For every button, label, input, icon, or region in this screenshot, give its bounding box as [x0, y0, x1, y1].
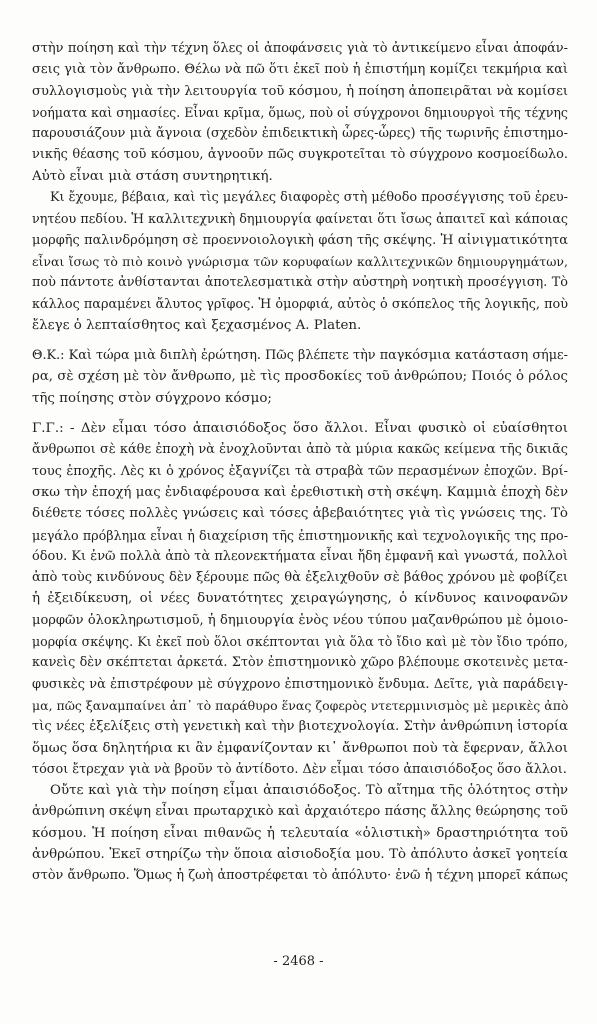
text-line: κανεὶς δὲν σκέπτεται ἀρκετά. Στὸν ἐπιστημονικὸ χῶρο βλέπουμε σκοτεινὲς μετα-	[32, 655, 568, 671]
text-line: ρα, σὲ σχέση μὲ τὸν ἄνθρωπο, μὲ τὶς προσδοκίες τοῦ ἀνθρώπου; Ποιός ὁ ρόλος	[32, 369, 568, 385]
paragraph-gap	[32, 409, 568, 418]
text-line: μορφῆς παλινδρόμηση σὲ προεννοιολογικὴ φάση τῆς σκέψης. Ἡ αἰνιγματικότητα	[32, 232, 568, 248]
text-line: συλλογισμοὺς γιὰ τὴν λειτουργία τοῦ κόσμου, ἡ ποίηση ἀποπειρᾶται νὰ κομίσει	[32, 83, 568, 99]
text-line: τους ἐποχῆς. Λὲς κι ὁ χρόνος ἐξαγνίζει τὰ στραβὰ τῶν περασμένων ἐποχῶν. Βρί-	[32, 463, 568, 479]
text-line: μορφῶν ὁλοκληρωτισμοῦ, ἡ δημιουργία ἑνὸς νέου τύπου μαζανθρώπου μὲ ὁμοιο-	[32, 612, 568, 628]
text-line: Κι ἔχουμε, βέβαια, καὶ τὶς μεγάλες διαφορὲς στὴ μέθοδο προσέγγισης τοῦ ἐρευ-	[50, 190, 568, 206]
text-line: ἀνθρώπινη σκέψη εἶναι πρωταρχικὸ καὶ ἀρχαιότερο πάσης ἄλλης θεώρησης τοῦ	[32, 804, 568, 820]
text-line: στὸν ἄνθρωπο. Ὅμως ἡ ζωὴ ἀποστρέφεται τὸ ἀπόλυτο· ἐνῶ ἡ τέχνη μπορεῖ κάπως	[32, 868, 568, 884]
text-line: κόσμου. Ἡ ποίηση εἶναι πιθανῶς ἡ τελευταία «ὁλιστικὴ» δραστηριότητα τοῦ	[32, 825, 568, 841]
text-line: μα, πῶς ξαναμπαίνει ἀπ᾽ τὸ παράθυρο ἕνας ζοφερὸς ντετερμινισμὸς μὲ μερικὲς ἀπὸ	[32, 697, 568, 713]
text-line: παρουσιάζουν μιὰ ἄγνοια (σχεδὸν ἐπιδεικτικὴ ὧρες-ὧρες) τῆς τωρινῆς ἐπιστημο-	[32, 126, 568, 142]
text-line: διέθετε τόσες πολλὲς γνώσεις καὶ τόσες ἀβεβαιότητες γιὰ τὶς γνώσεις της. Τὸ	[32, 506, 568, 522]
text-line: Οὔτε καὶ γιὰ τὴν ποίηση εἶμαι ἀπαισιόδοξος. Τὸ αἴτημα τῆς ὁλότητος στὴν	[50, 783, 568, 799]
text-line: τῆς ποίησης στὸν σύγχρονο κόσμο;	[32, 390, 272, 406]
paragraph-poetry	[32, 780, 568, 886]
page-number: - 2468 -	[273, 954, 324, 969]
text-line: σεις γιὰ τὸν ἄνθρωπο. Θέλω νὰ πῶ ὅτι ἐκεῖ ποὺ ἡ ἐπιστήμη κομίζει τεκμήρια καὶ	[32, 62, 568, 78]
text-line: Θ.Κ.: Καὶ τώρα μιὰ διπλὴ ἐρώτηση. Πῶς βλέπετε τὴν παγκόσμια κατάσταση σήμε-	[32, 348, 568, 364]
text-line: νοήματα καὶ σημασίες. Εἶναι κρῖμα, ὅμως, ποὺ οἱ σύγχρονοι δημιουργοὶ τῆς τέχνης	[32, 104, 568, 120]
text-line: νητέου πεδίου. Ἡ καλλιτεχνικὴ δημιουργία φαίνεται ὅτι ἴσως ἀπαιτεῖ καὶ κάποιας	[32, 211, 568, 227]
paragraph-intro	[32, 38, 568, 187]
text-line: Γ.Γ.: - Δὲν εἶμαι τόσο ἀπαισιόδοξος ὅσο ἄλλοι. Εἶναι φυσικὸ οἱ εὐαίσθητοι	[32, 421, 568, 437]
paragraph-gap	[32, 336, 568, 345]
text-line: Αὐτὸ εἶναι μιὰ στάση συντηρητική.	[32, 168, 273, 184]
text-line: τὶς νέες ἐξελίξεις στὴ γενετικὴ καὶ τὴν βιοτεχνολογία. Στὴν ἀνθρώπινη ἱστορία	[32, 719, 568, 735]
text-line: μορφία σκέψης. Κι ἐκεῖ ποὺ ὅλοι σκέπτονται γιὰ ὅλα τὸ ἴδιο καὶ μὲ τὸν ἴδιο τρόπο,	[32, 634, 568, 650]
text-line: τόσοι ἔτρεχαν γιὰ νὰ βροῦν τὸ ἀντίδοτο. Δὲν εἶμαι τόσο ἀπαισιόδοξος ὅσο ἄλλοι.	[32, 761, 567, 777]
text-line: κάλλος παραμένει ἄλυτος γρῖφος. Ἡ ὀμορφιά, αὐτὸς ὁ σκόπελος τῆς λογικῆς, ποὺ	[32, 296, 568, 312]
text-line: σκω τὴν ἐποχή μας ἐνδιαφέρουσα καὶ ἐρεθιστικὴ στὴ σκέψη. Καμμιὰ ἐποχὴ δὲν	[32, 484, 568, 500]
text-line: όδου. Κι ἐνῶ πολλὰ ἀπὸ τὰ πλεονεκτήματα εἶναι ἤδη ἐμφανῆ καὶ γνωστά, πολλοὶ	[32, 548, 568, 564]
text-line: εἶναι ἴσως τὸ πιὸ κοινὸ γνώρισμα τῶν κορυφαίων καλλιτεχνικῶν δημιουργημάτων,	[32, 253, 568, 269]
paragraph-question	[32, 345, 568, 409]
text-line: φυσικὲς νὰ ἐπιστρέφουν μὲ σύγχρονο ἐπιστημονικὸ ἔνδυμα. Δεῖτε, γιὰ παράδειγ-	[32, 676, 568, 692]
text-line: ἀπὸ τοὺς κινδύνους δὲν ξέρουμε πῶς θὰ ἐξελιχθοῦν σὲ βάθος χρόνου μὲ φοβίζει	[32, 570, 568, 586]
text-line: ἡ ἐξειδίκευση, οἱ νέες δυνατότητες χειραγώγησης, ὁ κίνδυνος καινοφανῶν	[32, 591, 568, 607]
text-line: ὅμως ὅσα δηλητήρια κι ἂν ἐμφανίζονταν κι᾽ ἄνθρωποι ποὺ τὰ ἔφερναν, ἄλλοι	[32, 740, 568, 756]
paragraph-methods	[32, 187, 568, 336]
text-line: ἔλεγε ὁ λεπταίσθητος καὶ ξεχασμένος A. Platen.	[32, 317, 362, 333]
text-line: ἄνθρωποι σὲ κάθε ἐποχὴ νὰ ἐνοχλοῦνται ἀπὸ τὰ μύρια κακῶς κείμενα τῆς δικιᾶς	[32, 442, 568, 458]
paragraph-answer	[32, 418, 568, 780]
text-line: ἀνθρώπου. Ἐκεῖ στηρίζω τὴν ὅποια αἰσιοδοξία μου. Τὸ ἀπόλυτο ἀσκεῖ γοητεία	[32, 846, 568, 862]
page-text	[32, 38, 568, 887]
text-line: νικῆς θέασης τοῦ κόσμου, ἀγνοοῦν πῶς συγκροτεῖται τὸ σύγχρονο κοσμοείδωλο.	[32, 147, 568, 163]
text-line: μεγάλο πρόβλημα εἶναι ἡ διαχείριση τῆς ἐπιστημονικῆς καὶ τεχνολογικῆς της προ-	[32, 527, 568, 543]
text-line: ποὺ πάντοτε ἀνθίστανται ἀποτελεσματικὰ στὴν αὐστηρὴ νοητικὴ προσέγγιση. Τὸ	[32, 275, 568, 291]
text-line: στὴν ποίηση καὶ τὴν τέχνη ὅλες οἱ ἀποφάνσεις γιὰ τὸ ἀντικείμενο εἶναι ἀποφάν-	[32, 41, 568, 56]
